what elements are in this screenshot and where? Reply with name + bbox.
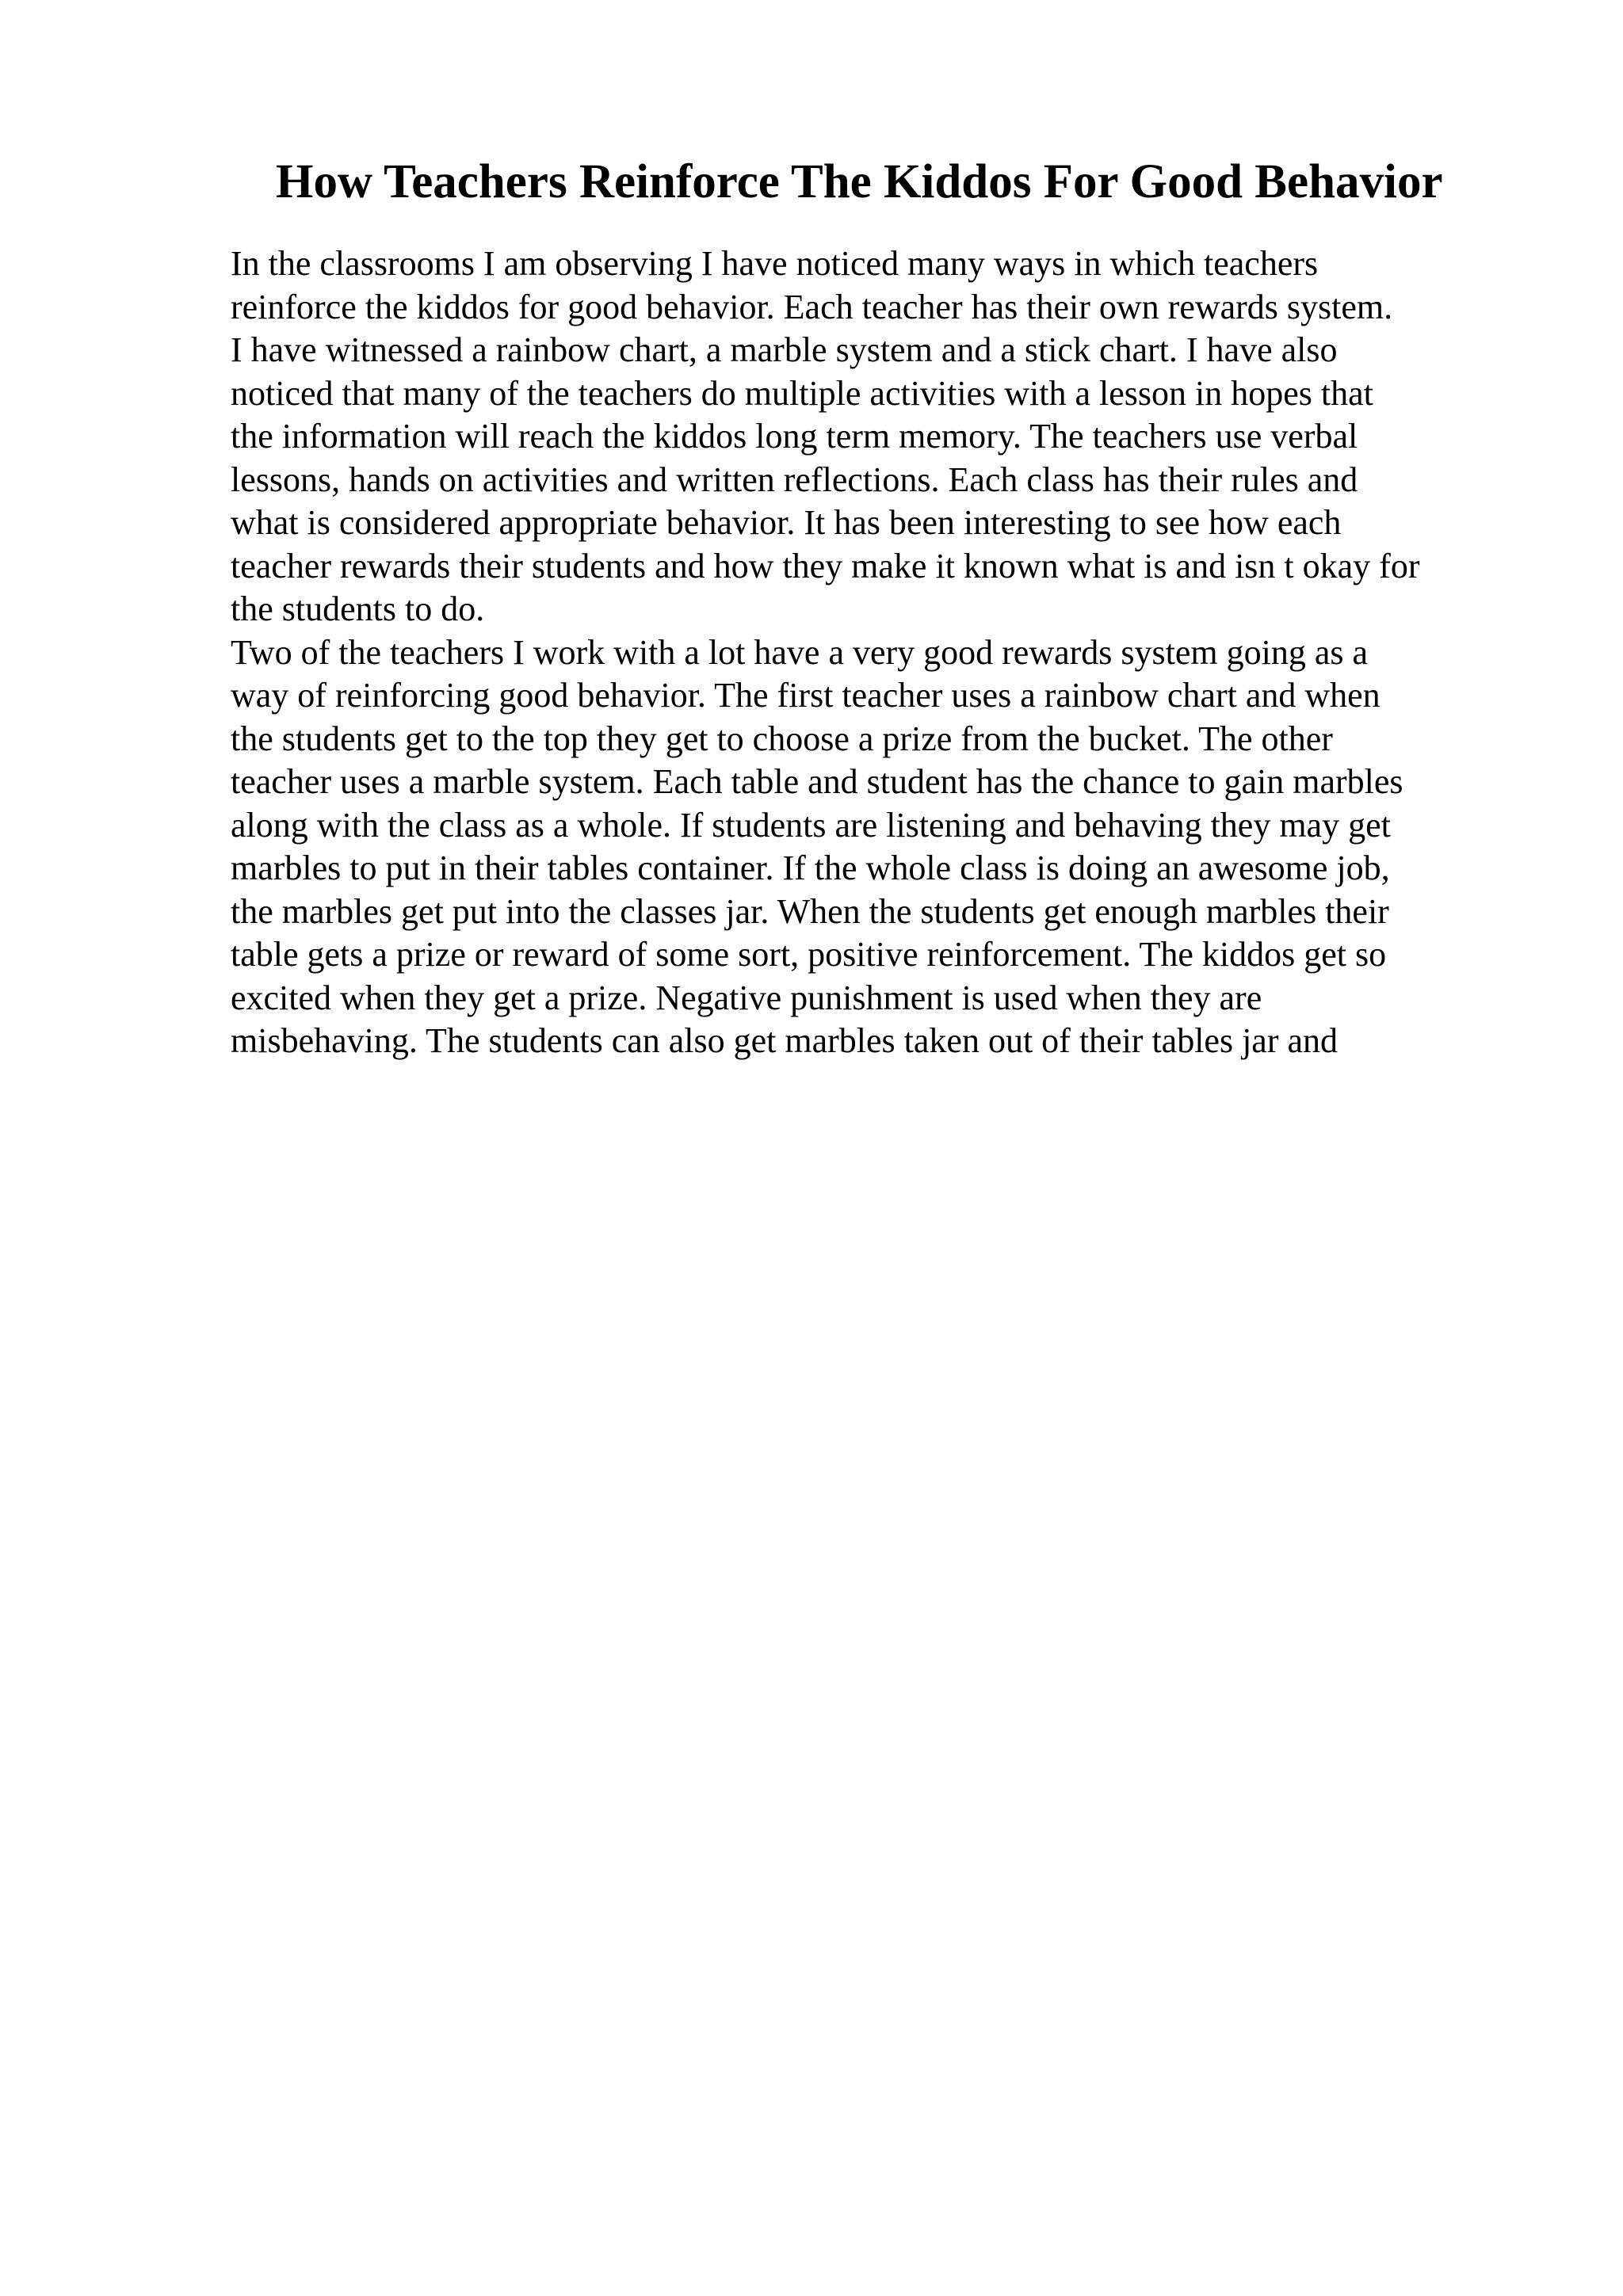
body-line: In the classrooms I am observing I have noticed many ways in which teachers xyxy=(231,244,1319,283)
body-line: the students get to the top they get to choose a prize from the bucket. The other xyxy=(231,719,1333,758)
body-line: the marbles get put into the classes jar. When the students get enough marbles their xyxy=(231,891,1389,931)
body-line: teacher uses a marble system. Each table and student has the chance to gain marbles xyxy=(231,762,1403,801)
body-line: reinforce the kiddos for good behavior. Each teacher has their own rewards system. xyxy=(231,287,1393,326)
body-line: marbles to put in their tables container. If the whole class is doing an awesome job, xyxy=(231,849,1390,887)
body-line: I have witnessed a rainbow chart, a marble system and a stick chart. I have also xyxy=(231,330,1338,369)
body-line: Two of the teachers I work with a lot have a very good rewards system going as a xyxy=(231,632,1369,672)
body-line: noticed that many of the teachers do multiple activities with a lesson in hopes that xyxy=(231,373,1373,413)
body-line: way of reinforcing good behavior. The first teacher uses a rainbow chart and when xyxy=(231,676,1381,715)
body-line: lessons, hands on activities and written reflections. Each class has their rules and xyxy=(231,460,1358,499)
document-title: How Teachers Reinforce The Kiddos For Good Behavior xyxy=(276,155,1443,208)
document-body xyxy=(231,242,1514,1063)
body-line: the information will reach the kiddos long term memory. The teachers use verbal xyxy=(231,417,1358,456)
body-line: the students to do. xyxy=(231,589,485,628)
body-line: what is considered appropriate behavior. It has been interesting to see how each xyxy=(231,503,1342,542)
body-line: teacher rewards their students and how they make it known what is and isn t okay for xyxy=(231,546,1420,585)
body-line: along with the class as a whole. If students are listening and behaving they may get xyxy=(231,805,1391,845)
body-line: table gets a prize or reward of some sort, positive reinforcement. The kiddos get so xyxy=(231,935,1387,974)
body-line: misbehaving. The students can also get marbles taken out of their tables jar and xyxy=(231,1021,1338,1060)
body-line: excited when they get a prize. Negative punishment is used when they are xyxy=(231,978,1262,1017)
